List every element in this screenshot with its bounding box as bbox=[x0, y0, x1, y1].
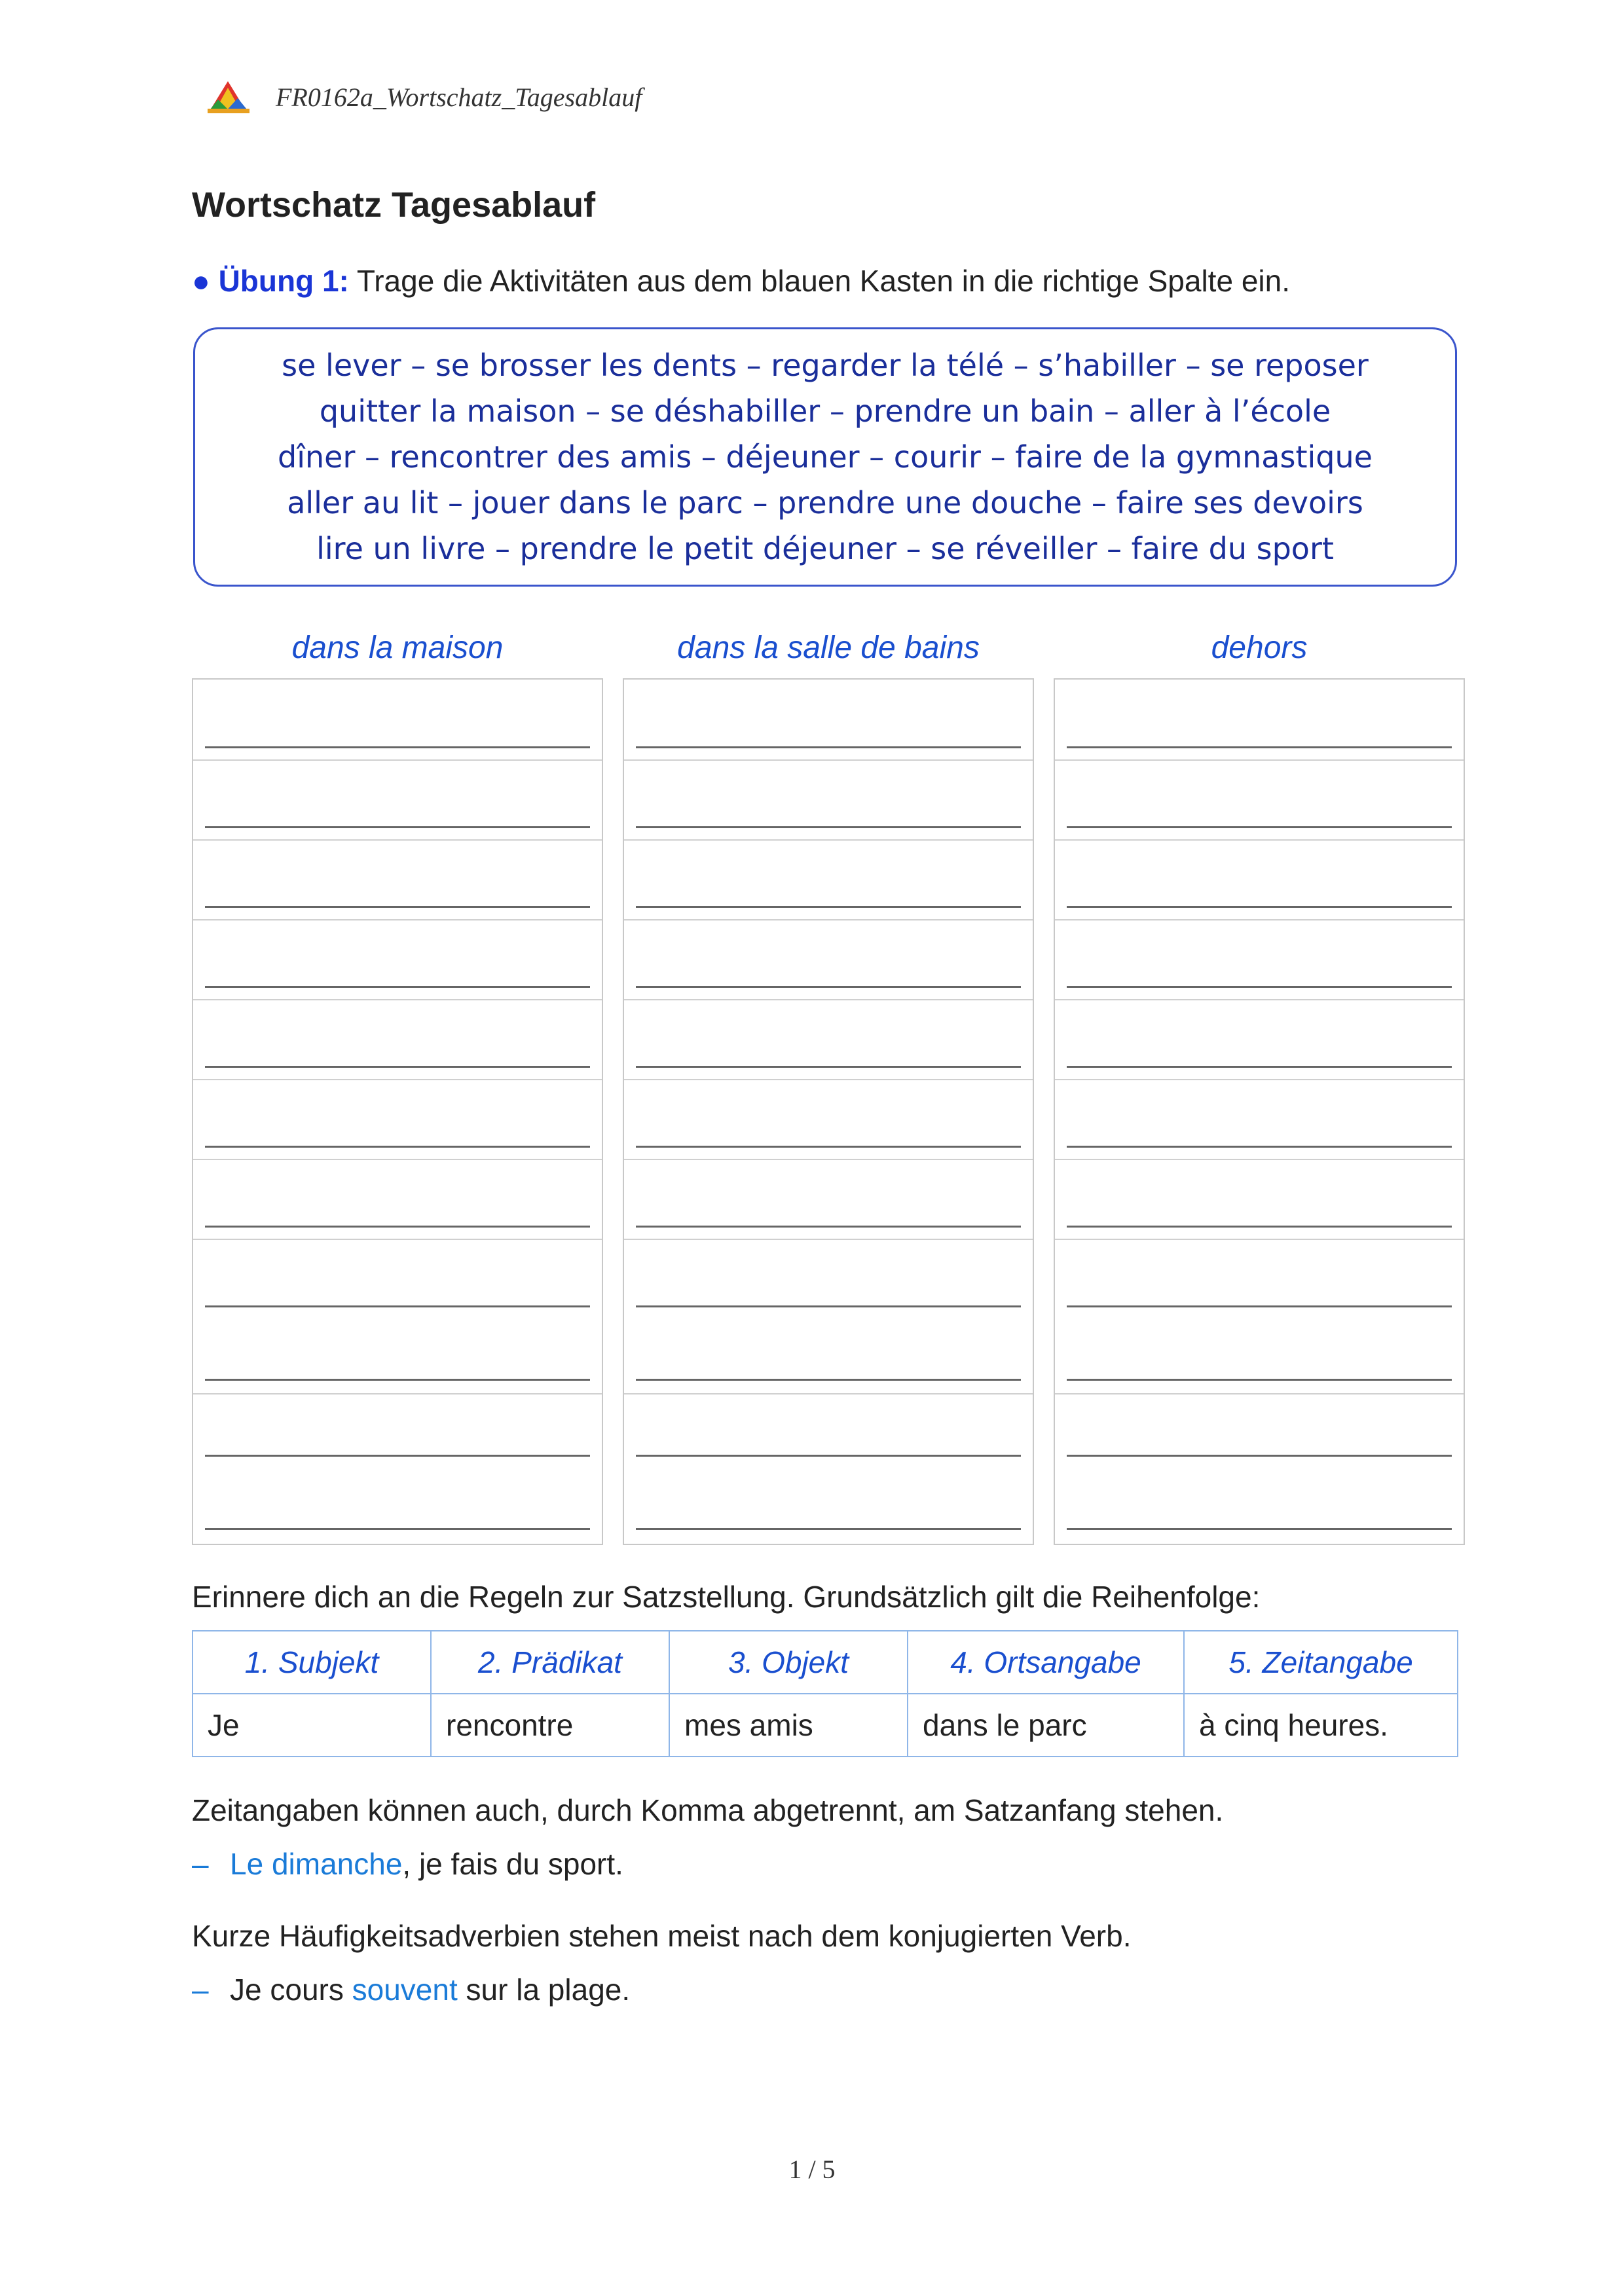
row-separator bbox=[193, 1393, 602, 1394]
rule-intro: Erinnere dich an die Regeln zur Satzstellung. Grundsätzlich gilt die Reihenfolge: bbox=[192, 1580, 1261, 1614]
table-cell: mes amis bbox=[669, 1694, 908, 1757]
row-separator bbox=[624, 919, 1033, 920]
row-separator bbox=[193, 999, 602, 1000]
answer-column-house[interactable] bbox=[192, 678, 603, 1545]
writing-line[interactable] bbox=[1067, 1305, 1452, 1307]
writing-line[interactable] bbox=[636, 826, 1021, 828]
dash-icon: – bbox=[192, 1973, 209, 2007]
row-separator bbox=[1055, 999, 1464, 1000]
writing-line[interactable] bbox=[636, 746, 1021, 748]
row-separator bbox=[1055, 919, 1464, 920]
table-header-cell: 1. Subjekt bbox=[193, 1631, 431, 1694]
column-heading-outside: dehors bbox=[1211, 630, 1308, 665]
row-separator bbox=[1055, 839, 1464, 841]
writing-line[interactable] bbox=[1067, 1528, 1452, 1530]
writing-line[interactable] bbox=[636, 1066, 1021, 1068]
writing-line[interactable] bbox=[205, 1066, 590, 1068]
row-separator bbox=[1055, 1079, 1464, 1080]
word-line: aller au lit – jouer dans le parc – prendre une douche – faire ses devoirs bbox=[287, 485, 1363, 520]
bullet-icon: ● bbox=[192, 264, 210, 298]
row-separator bbox=[624, 1393, 1033, 1394]
exercise-instruction bbox=[192, 263, 1290, 299]
example-text: , je fais du sport. bbox=[402, 1847, 623, 1881]
table-header-cell: 4. Ortsangabe bbox=[908, 1631, 1184, 1694]
writing-line[interactable] bbox=[636, 1305, 1021, 1307]
writing-line[interactable] bbox=[636, 1379, 1021, 1381]
exercise-text: Trage die Aktivitäten aus dem blauen Kasten in die richtige Spalte ein. bbox=[348, 264, 1290, 298]
highlight-text: souvent bbox=[352, 1973, 458, 2007]
writing-line[interactable] bbox=[205, 1528, 590, 1530]
exercise-label: Übung 1: bbox=[218, 264, 349, 298]
example-time bbox=[192, 1846, 623, 1882]
row-separator bbox=[1055, 759, 1464, 761]
word-order-table bbox=[192, 1630, 1458, 1757]
writing-line[interactable] bbox=[636, 986, 1021, 988]
writing-line[interactable] bbox=[205, 826, 590, 828]
writing-line[interactable] bbox=[1067, 1226, 1452, 1228]
writing-line[interactable] bbox=[1067, 826, 1452, 828]
word-line: dîner – rencontrer des amis – déjeuner – courir – faire de la gymnastique bbox=[278, 439, 1373, 475]
writing-line[interactable] bbox=[205, 1455, 590, 1457]
table-header-cell: 2. Prädikat bbox=[431, 1631, 669, 1694]
writing-line[interactable] bbox=[205, 1305, 590, 1307]
word-line: lire un livre – prendre le petit déjeuner – se réveiller – faire du sport bbox=[316, 531, 1334, 566]
row-separator bbox=[624, 839, 1033, 841]
word-line: quitter la maison – se déshabiller – prendre un bain – aller à l’école bbox=[319, 393, 1331, 429]
column-heading-house: dans la maison bbox=[291, 630, 504, 665]
word-box bbox=[193, 327, 1457, 587]
table-cell: à cinq heures. bbox=[1184, 1694, 1458, 1757]
writing-line[interactable] bbox=[1067, 1066, 1452, 1068]
word-line: se lever – se brosser les dents – regarder la télé – s’habiller – se reposer bbox=[282, 348, 1369, 383]
table-header-cell: 3. Objekt bbox=[669, 1631, 908, 1694]
row-separator bbox=[193, 759, 602, 761]
writing-line[interactable] bbox=[1067, 746, 1452, 748]
writing-line[interactable] bbox=[1067, 1455, 1452, 1457]
row-separator bbox=[1055, 1393, 1464, 1394]
writing-line[interactable] bbox=[1067, 1379, 1452, 1381]
row-separator bbox=[193, 919, 602, 920]
example-adverb bbox=[192, 1972, 630, 2007]
rule-time: Zeitangaben können auch, durch Komma abgetrennt, am Satzanfang stehen. bbox=[192, 1793, 1224, 1827]
writing-line[interactable] bbox=[205, 986, 590, 988]
writing-line[interactable] bbox=[205, 746, 590, 748]
example-text: Je cours bbox=[230, 1973, 352, 2007]
dash-icon: – bbox=[192, 1847, 209, 1881]
writing-line[interactable] bbox=[205, 1226, 590, 1228]
row-separator bbox=[193, 1079, 602, 1080]
row-separator bbox=[624, 1079, 1033, 1080]
example-text: sur la plage. bbox=[457, 1973, 631, 2007]
writing-line[interactable] bbox=[1067, 1146, 1452, 1148]
page-number: 1 / 5 bbox=[788, 2155, 836, 2184]
table-cell: rencontre bbox=[431, 1694, 669, 1757]
writing-line[interactable] bbox=[636, 1528, 1021, 1530]
answer-column-bathroom[interactable] bbox=[623, 678, 1034, 1545]
row-separator bbox=[1055, 1159, 1464, 1160]
table-cell: dans le parc bbox=[908, 1694, 1184, 1757]
writing-line[interactable] bbox=[636, 1146, 1021, 1148]
row-separator bbox=[193, 839, 602, 841]
writing-line[interactable] bbox=[205, 906, 590, 908]
row-separator bbox=[193, 1159, 602, 1160]
row-separator bbox=[193, 1239, 602, 1240]
writing-line[interactable] bbox=[1067, 986, 1452, 988]
row-separator bbox=[624, 999, 1033, 1000]
writing-line[interactable] bbox=[205, 1146, 590, 1148]
document-header bbox=[205, 77, 642, 117]
row-separator bbox=[624, 1159, 1033, 1160]
row-separator bbox=[624, 1239, 1033, 1240]
doc-id: FR0162a_Wortschatz_Tagesablauf bbox=[276, 82, 642, 112]
writing-line[interactable] bbox=[636, 906, 1021, 908]
table-header-cell: 5. Zeitangabe bbox=[1184, 1631, 1458, 1694]
answer-column-outside[interactable] bbox=[1054, 678, 1465, 1545]
rule-adverb: Kurze Häufigkeitsadverbien stehen meist nach dem konjugierten Verb. bbox=[192, 1919, 1132, 1953]
word-list bbox=[195, 342, 1455, 572]
writing-line[interactable] bbox=[205, 1379, 590, 1381]
highlight-text: Le dimanche bbox=[230, 1847, 403, 1881]
writing-line[interactable] bbox=[636, 1226, 1021, 1228]
mountain-logo-icon bbox=[205, 80, 251, 114]
writing-line[interactable] bbox=[1067, 906, 1452, 908]
writing-line[interactable] bbox=[636, 1455, 1021, 1457]
column-heading-bathroom: dans la salle de bains bbox=[677, 630, 980, 665]
row-separator bbox=[624, 759, 1033, 761]
row-separator bbox=[1055, 1239, 1464, 1240]
table-cell: Je bbox=[193, 1694, 431, 1757]
page-title: Wortschatz Tagesablauf bbox=[192, 185, 596, 225]
